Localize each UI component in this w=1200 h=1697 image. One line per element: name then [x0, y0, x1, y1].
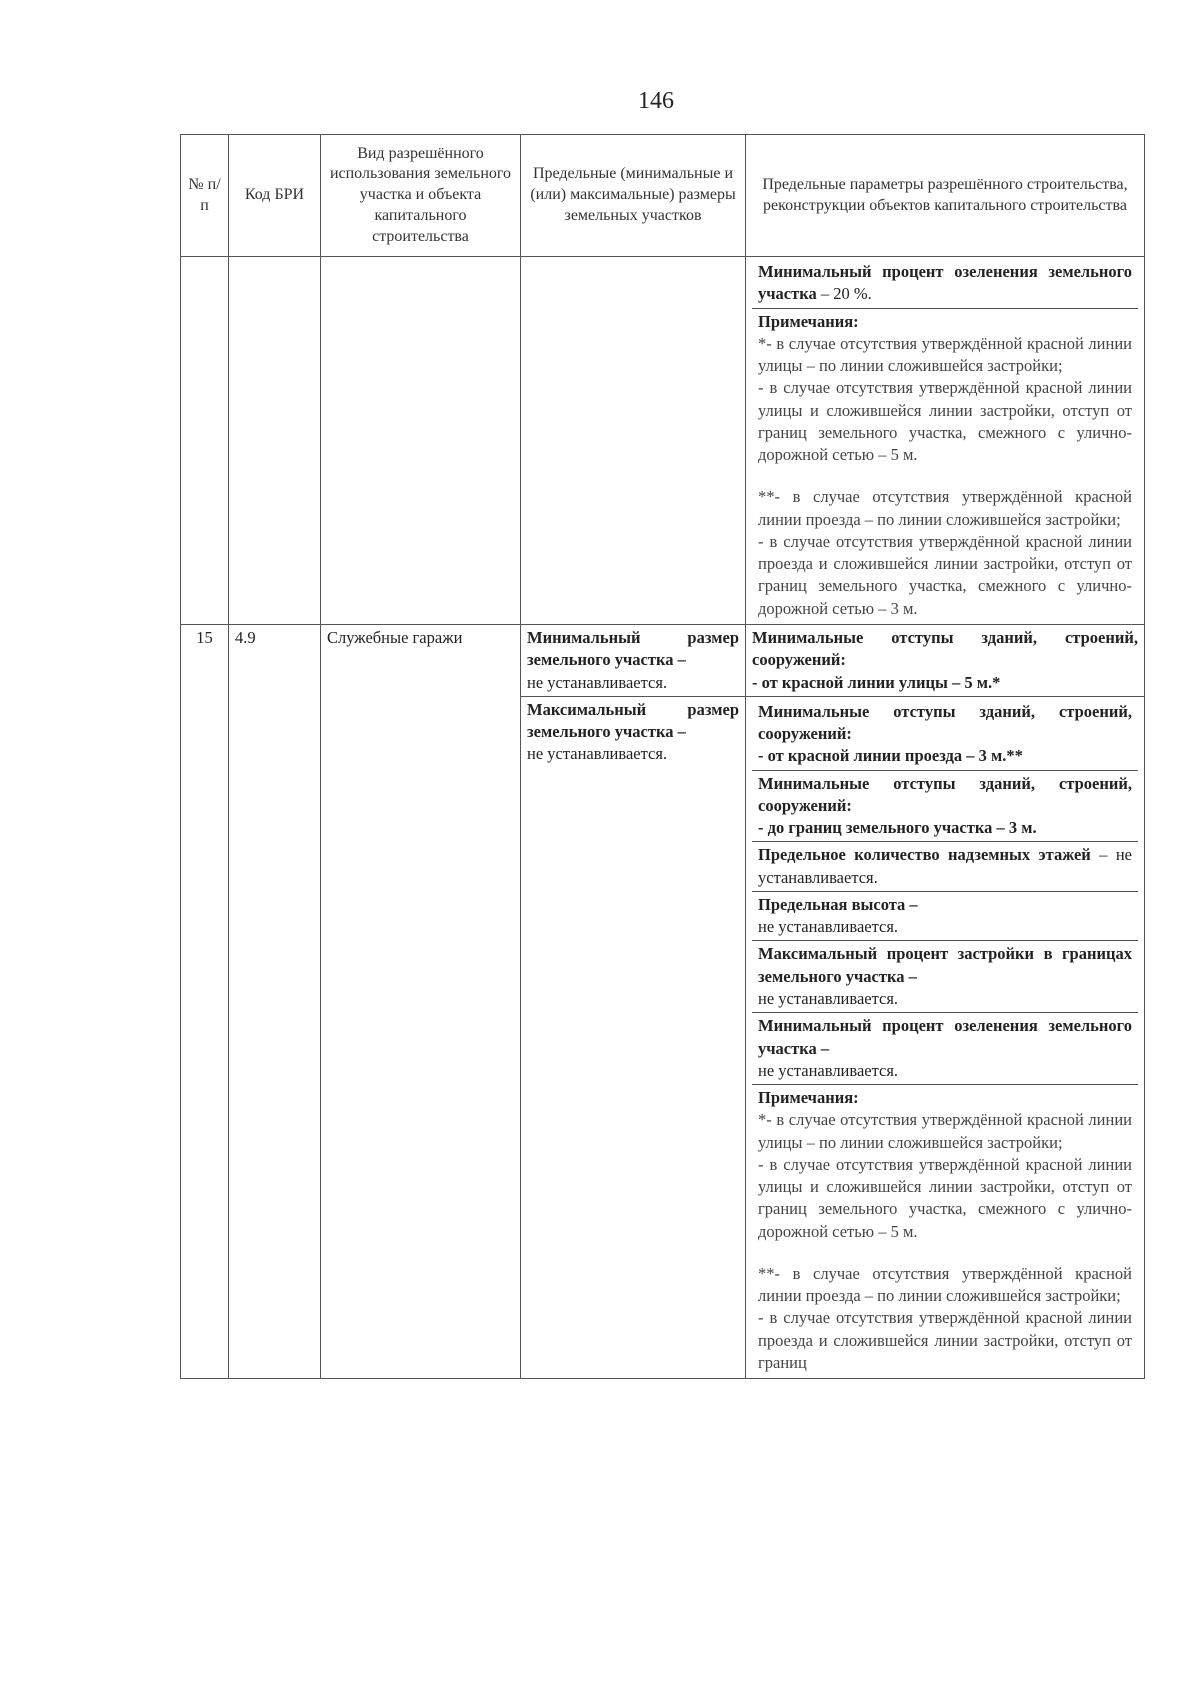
note: *- в случае отсутствия утверждённой красной линии улицы – по линии сложившейся застройки;	[758, 333, 1132, 376]
note: - в случае отсутствия утверждённой красной линии проезда и сложившейся линии застройки, отступ от границ	[758, 1308, 1132, 1372]
params-cell	[746, 257, 1145, 625]
param-green-percent: Минимальный процент озеленения земельного участка – не устанавливается.	[752, 1013, 1138, 1085]
notes-title: Примечания:	[758, 1088, 859, 1108]
note: **- в случае отсутствия утверждённой красной линии проезда – по линии сложившейся застройки;	[758, 487, 1132, 529]
param-height: Предельная высота – не устанавливается.	[752, 892, 1138, 942]
min-size-cell: Минимальный размер земельного участка – не устанавливается.	[521, 624, 746, 696]
param-max-coverage: Максимальный процент застройки в границах земельного участка – не устанавливается.	[752, 941, 1138, 1013]
note: - в случае отсутствия утверждённой красной линии проезда и сложившейся линии застройки, отступ от границ земельного участка, смежного с улично-дорожной сетью – 3 м.	[758, 531, 1132, 618]
max-size-cell: Максимальный размер земельного участка – не устанавливается.	[521, 696, 746, 1378]
param-setback-passage: Минимальные отступы зданий, строений, сооружений: - от красной линии проезда – 3 м.**	[752, 699, 1138, 771]
row-number: 15	[181, 624, 229, 1378]
row-code: 4.9	[229, 624, 321, 1378]
params-cell	[746, 696, 1145, 1378]
header-code: Код БРИ	[229, 135, 321, 257]
note: **- в случае отсутствия утверждённой красной линии проезда – по линии сложившейся застройки;	[758, 1263, 1132, 1306]
header-use: Вид разрешённого использования земельного участка и объекта капитального строительства	[321, 135, 521, 257]
regulations-table	[180, 134, 1145, 1379]
note: *- в случае отсутствия утверждённой красной линии улицы – по линии сложившейся застройки;	[758, 1110, 1132, 1152]
notes-title: Примечания:	[758, 311, 859, 331]
table-header-row	[181, 135, 1145, 257]
note: - в случае отсутствия утверждённой красной линии улицы и сложившейся линии застройки, отступ от границ земельного участка, смежного с улично-дорожной сетью – 5 м.	[758, 1154, 1132, 1241]
header-size: Предельные (минимальные и (или) максимальные) размеры земельных участков	[521, 135, 746, 257]
note: - в случае отсутствия утверждённой красной линии улицы и сложившейся линии застройки, отступ от границ земельного участка, смежного с улично-дорожной сетью – 5 м.	[758, 378, 1132, 465]
notes-block	[752, 309, 1138, 622]
green-percent-param: Минимальный процент озеленения земельного участка – 20 %.	[752, 259, 1138, 309]
param-setback-street: Минимальные отступы зданий, строений, сооружений: - от красной линии улицы – 5 м.*	[746, 624, 1145, 696]
notes-block	[752, 1085, 1138, 1376]
header-num: № п/п	[181, 135, 229, 257]
row-use: Служебные гаражи	[321, 624, 521, 1378]
param-floors: Предельное количество надземных этажей – не устанавливается.	[752, 842, 1138, 892]
param-setback-boundary: Минимальные отступы зданий, строений, сооружений: - до границ земельного участка – 3 м.	[752, 771, 1138, 843]
table-row	[181, 257, 1145, 625]
page-number: 146	[638, 88, 674, 114]
table-row	[181, 624, 1145, 696]
header-params: Предельные параметры разрешённого строительства, реконструкции объектов капитального строительства	[746, 135, 1145, 257]
